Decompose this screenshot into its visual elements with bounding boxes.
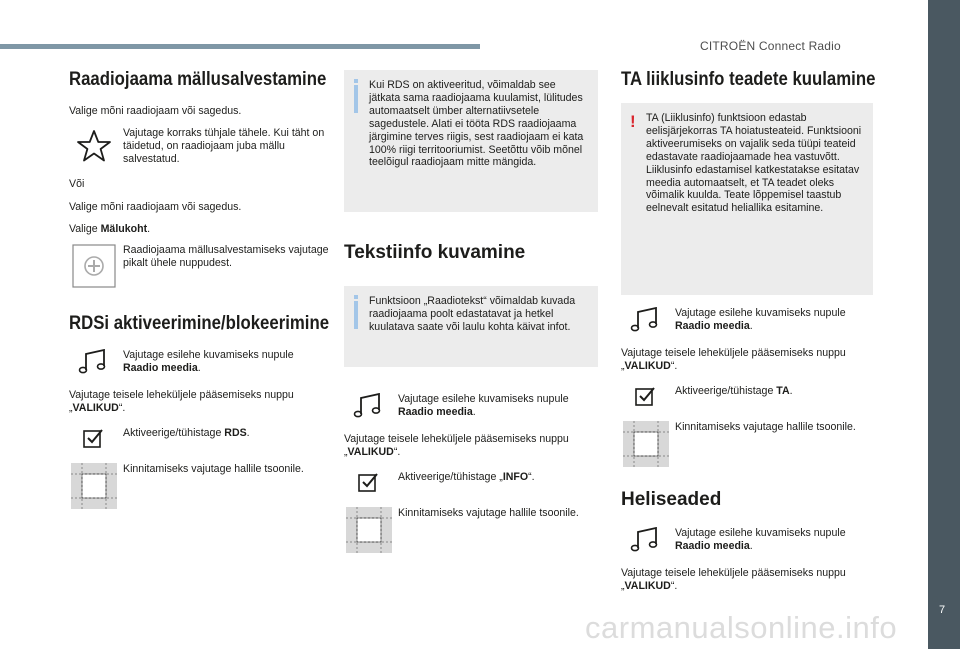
step-plus (69, 244, 329, 288)
info-text: Kui RDS on aktiveeritud, võimaldab see jätkata sama raadiojaama kuulamist, lülitudes automaatselt ümber alternatiivsetele sagedustele. Alati ei tööta RDS raadiojaama järgimine terves riigis, sest raadiojaam ei kata 100% riigi territooriumist. Seetõttu võib mõnel teelõigul raadiojaam mitte mängida. (369, 79, 584, 169)
step-radio-media (344, 393, 598, 419)
paragraph: Vajutage teisele leheküljele pääsemiseks nuppu „VALIKUD“. (344, 433, 569, 458)
step-text: Kinnitamiseks vajutage hallile tsoonile. (123, 463, 304, 476)
step-text: Aktiveerige/tühistage TA. (675, 384, 793, 397)
step-confirm (69, 463, 329, 509)
info-icon (354, 301, 358, 329)
column-left (69, 68, 329, 509)
step-text: Vajutage esilehe kuvamiseks nupule Raadio meedia. (675, 526, 846, 552)
page-number: 7 (939, 604, 946, 616)
step-text: Vajutage esilehe kuvamiseks nupule Raadio meedia. (675, 307, 846, 332)
section-title-ta: TA liiklusinfo teadete kuulamine (621, 68, 876, 90)
star-icon (69, 127, 119, 165)
top-rule (0, 44, 480, 49)
step-text: Vajutage esilehe kuvamiseks nupule Raadio meedia. (398, 393, 569, 418)
paragraph: Vajutage teisele leheküljele pääsemiseks nuppu „VALIKUD“. (69, 389, 294, 415)
step-confirm (344, 507, 598, 553)
section-title-rds: RDSi aktiveerimine/blokeerimine (69, 312, 330, 335)
step-text: Raadiojaama mällusalvestamiseks vajutage pikalt ühele nuppudest. (123, 244, 329, 270)
warning-box-ta (621, 103, 873, 295)
grey-zone-icon (344, 507, 394, 553)
step-text: Aktiveerige/tühistage RDS. (123, 427, 250, 440)
grey-zone-icon (621, 421, 671, 467)
paragraph: Vajutage teisele leheküljele pääsemiseks nuppu „VALIKUD“. (621, 566, 846, 592)
step-info-toggle (344, 471, 598, 493)
watermark: carmanualsonline.info (585, 610, 898, 645)
step-radio-media (621, 307, 873, 333)
step-text: Aktiveerige/tühistage „INFO“. (398, 470, 535, 483)
plus-icon (69, 244, 119, 288)
step-text: Kinnitamiseks vajutage hallile tsoonile. (398, 506, 579, 519)
info-text: Funktsioon „Raadiotekst“ võimaldab kuvada raadiojaama poolt edastatavat ja hetkel kuulatava saate või laulu kohta käivat infot. (369, 295, 576, 333)
column-right (621, 68, 876, 593)
step-text: Vajutage esilehe kuvamiseks nupule Raadio meedia. (123, 349, 294, 375)
checkbox-icon (69, 427, 119, 449)
paragraph: Valige mõni raadiojaam või sagedus. (69, 200, 242, 213)
side-tab (928, 0, 960, 649)
brand-header: CITROËN Connect Radio (700, 39, 841, 53)
section-title-sound: Heliseaded (621, 488, 722, 510)
section-title-text-info: Tekstiinfo kuvamine (344, 242, 526, 263)
warning-text: TA (Liiklusinfo) funktsioon edastab eelisjärjekorras TA hoiatusteateid. Funktsiooni aktiveerumiseks on vajalik seda tüüpi teateid edastavate raadiojaamade hea vastuvõtt. Liiklusinfo edastamisel katkestatakse esitatav meedia automaatselt, et TA teadet oleks võimalik kuulda. Teate lõppemisel taastub eelnevalt esitatud heliallika esitamine. (646, 112, 862, 215)
step-ta-toggle (621, 385, 873, 407)
music-note-icon (69, 349, 119, 375)
column-middle (344, 70, 598, 553)
grey-zone-icon (69, 463, 119, 509)
checkbox-icon (344, 471, 394, 493)
step-radio-media (621, 527, 873, 553)
paragraph: Valige mõni raadiojaam või sagedus. (69, 105, 242, 117)
info-box-rds (344, 70, 598, 212)
warning-icon: ! (630, 112, 636, 131)
checkbox-icon (621, 385, 671, 407)
music-note-icon (621, 307, 671, 333)
step-radio-media (69, 349, 329, 375)
step-rds-toggle (69, 427, 329, 449)
music-note-icon (621, 527, 671, 553)
info-icon (354, 85, 358, 113)
info-box-radiotext (344, 286, 598, 367)
step-star (69, 127, 329, 166)
paragraph: Või (69, 177, 85, 190)
paragraph: Valige Mälukoht. (69, 223, 151, 236)
step-text: Kinnitamiseks vajutage hallile tsoonile. (675, 420, 856, 433)
section-title-preset: Raadiojaama mällusalvestamine (69, 68, 327, 90)
step-text: Vajutage korraks tühjale tähele. Kui täht on täidetud, on raadiojaam juba mällu salvestatud. (123, 126, 325, 165)
paragraph: Vajutage teisele leheküljele pääsemiseks nuppu „VALIKUD“. (621, 347, 846, 372)
music-note-icon (344, 393, 394, 419)
step-confirm (621, 421, 873, 467)
page-marker: ■ (932, 594, 939, 605)
